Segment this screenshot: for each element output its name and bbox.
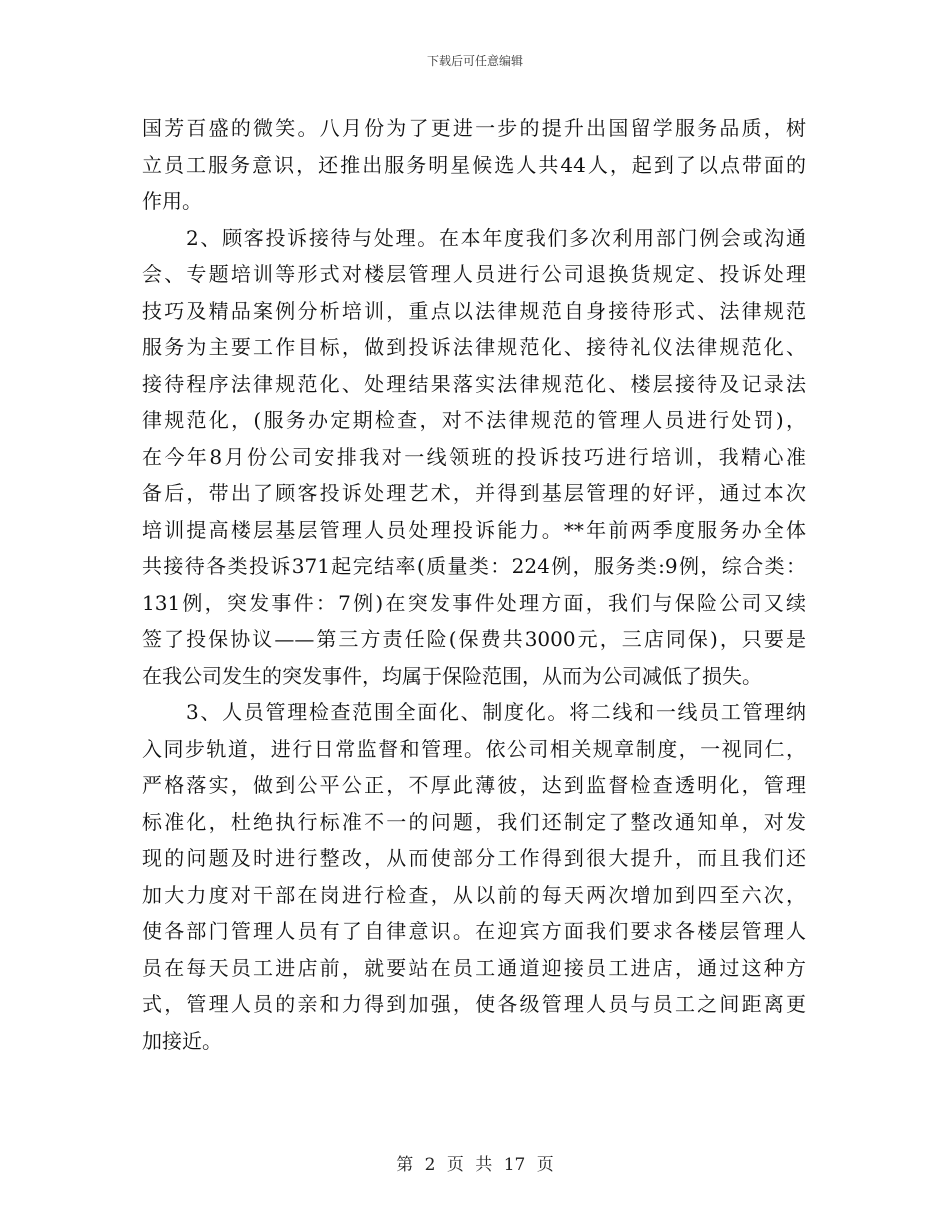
document-body bbox=[142, 110, 806, 1059]
body-line: 接待程序法律规范化、处理结果落实法律规范化、楼层接待及记录法 bbox=[142, 371, 806, 396]
page-header-note: 下载后可任意编辑 bbox=[426, 54, 523, 68]
body-line: 备后，带出了顾客投诉处理艺术，并得到基层管理的好评，通过本次 bbox=[142, 481, 806, 505]
body-line: 使各部门管理人员有了自律意识。在迎宾方面我们要求各楼层管理人 bbox=[142, 919, 806, 943]
body-line: 加大力度对干部在岗进行检查，从以前的每天两次增加到四至六次， bbox=[142, 882, 806, 907]
body-line: 共接待各类投诉371起完结率(质量类：224例，服务类:9例，综合类： bbox=[142, 554, 806, 578]
body-line: 立员工服务意识，还推出服务明星候选人共44人，起到了以点带面的 bbox=[142, 152, 806, 177]
body-line: 服务为主要工作目标，做到投诉法律规范化、接待礼仪法律规范化、 bbox=[142, 335, 806, 359]
body-line: 131例，突发事件：7例)在突发事件处理方面，我们与保险公司又续 bbox=[142, 590, 806, 615]
body-line: 入同步轨道，进行日常监督和管理。依公司相关规章制度，一视同仁， bbox=[142, 736, 806, 761]
body-line: 2、顾客投诉接待与处理。在本年度我们多次利用部门例会或沟通 bbox=[186, 225, 806, 250]
body-line: 在今年8月份公司安排我对一线领班的投诉技巧进行培训，我精心准 bbox=[142, 444, 806, 469]
body-line: 技巧及精品案例分析培训，重点以法律规范自身接待形式、法律规范 bbox=[142, 298, 806, 323]
body-line: 在我公司发生的突发事件，均属于保险范围，从而为公司减低了损失。 bbox=[142, 663, 762, 688]
body-line: 严格落实，做到公平公正，不厚此薄彼，达到监督检查透明化，管理 bbox=[142, 773, 806, 797]
page-number-footer: 第 2 页 共 17 页 bbox=[396, 1155, 554, 1175]
body-line: 员在每天员工进店前，就要站在员工通道迎接员工进店，通过这种方 bbox=[142, 955, 806, 980]
body-line: 3、人员管理检查范围全面化、制度化。将二线和一线员工管理纳 bbox=[186, 700, 806, 724]
body-line: 签了投保协议——第三方责任险(保费共3000元，三店同保)，只要是 bbox=[142, 627, 806, 651]
body-line: 作用。 bbox=[142, 189, 202, 213]
body-line: 现的问题及时进行整改，从而使部分工作得到很大提升，而且我们还 bbox=[142, 846, 806, 870]
body-line: 培训提高楼层基层管理人员处理投诉能力。**年前两季度服务办全体 bbox=[142, 517, 806, 542]
body-line: 加接近。 bbox=[142, 1028, 222, 1053]
body-line: 律规范化，(服务办定期检查，对不法律规范的管理人员进行处罚)， bbox=[142, 408, 806, 432]
body-line: 式，管理人员的亲和力得到加强，使各级管理人员与员工之间距离更 bbox=[142, 992, 806, 1016]
body-line: 会、专题培训等形式对楼层管理人员进行公司退换货规定、投诉处理 bbox=[142, 262, 806, 286]
body-line: 标准化，杜绝执行标准不一的问题，我们还制定了整改通知单，对发 bbox=[142, 809, 806, 834]
body-line: 国芳百盛的微笑。八月份为了更进一步的提升出国留学服务品质，树 bbox=[142, 116, 806, 140]
